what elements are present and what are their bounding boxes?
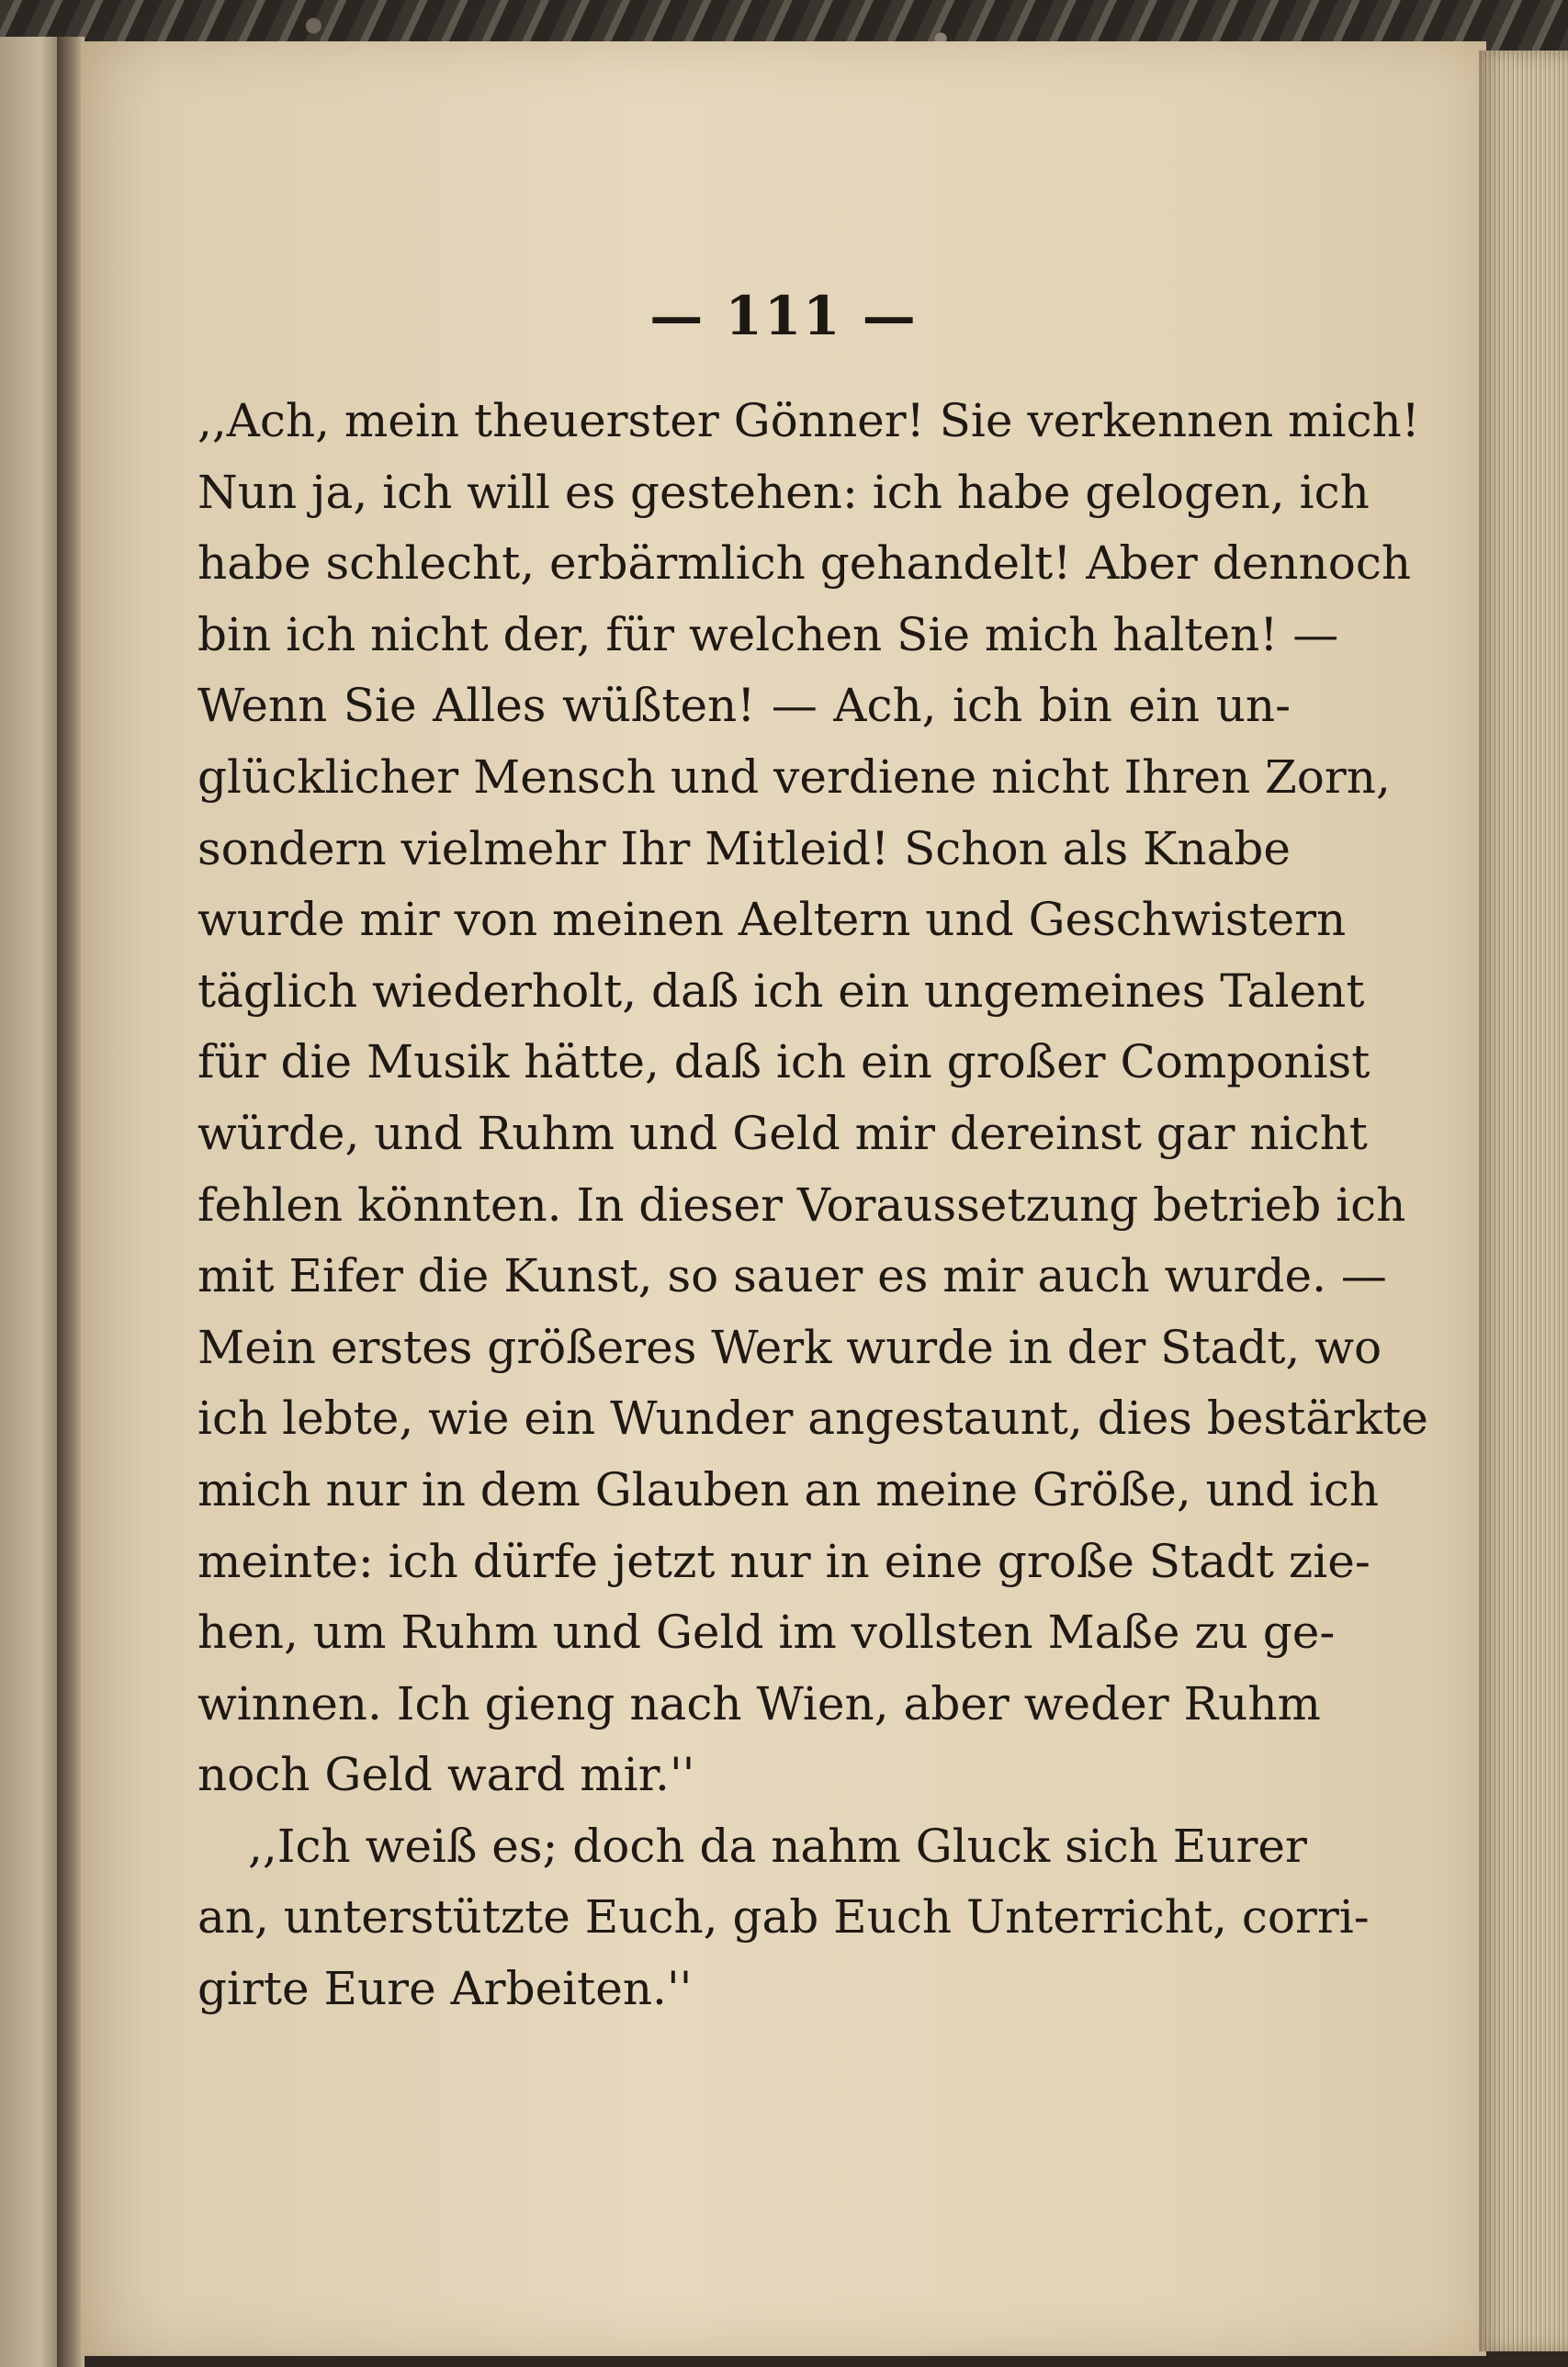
text-line: meinte: ich dürfe jetzt nur in eine große Stadt zie- — [197, 1534, 1371, 1588]
text-line: Nun ja, ich will es gestehen: ich habe gelogen, ich — [197, 465, 1370, 519]
text-line: ,,Ich weiß es; doch da nahm Gluck sich Eurer — [248, 1819, 1307, 1873]
text-line: mich nur in dem Glauben an meine Größe, und ich — [197, 1462, 1380, 1516]
text-line: noch Geld ward mir.'' — [197, 1748, 695, 1802]
page-stack-edges — [1479, 51, 1568, 2351]
text-line: wurde mir von meinen Aeltern und Geschwistern — [197, 893, 1347, 947]
text-line: winnen. Ich gieng nach Wien, aber weder Ruhm — [197, 1676, 1321, 1730]
text-line: girte Eure Arbeiten.'' — [197, 1962, 693, 2016]
text-line: sondern vielmehr Ihr Mitleid! Schon als Knabe — [197, 821, 1291, 875]
text-line: bin ich nicht der, für welchen Sie mich halten! — — [197, 607, 1339, 661]
text-line: ,,Ach, mein theuerster Gönner! Sie verkennen mich! — [197, 394, 1420, 447]
text-line: ich lebte, wie ein Wunder angestaunt, dies bestärkte — [197, 1392, 1428, 1446]
text-line: habe schlecht, erbärmlich gehandelt! Aber dennoch — [197, 536, 1412, 591]
text-line: täglich wiederholt, daß ich ein ungemeines Talent — [197, 964, 1365, 1018]
text-line: würde, und Ruhm und Geld mir dereinst gar nicht — [197, 1106, 1368, 1160]
text-line: an, unterstützte Euch, gab Euch Unterricht, corri- — [197, 1890, 1370, 1944]
text-line: glücklicher Mensch und verdiene nicht Ihren Zorn, — [197, 750, 1391, 804]
text-line: Mein erstes größeres Werk wurde in der Stadt, wo — [197, 1320, 1382, 1374]
text-line: für die Musik hätte, daß ich ein großer Componist — [197, 1035, 1371, 1089]
text-line: mit Eifer die Kunst, so sauer es mir auch wurde. — — [197, 1249, 1387, 1303]
text-line: hen, um Ruhm und Geld im vollsten Maße zu ge- — [197, 1606, 1336, 1660]
body-text — [197, 386, 1428, 2025]
text-line: fehlen könnten. In dieser Voraussetzung betrieb ich — [197, 1178, 1406, 1232]
page-number: — 111 — — [649, 285, 918, 347]
text-line: Wenn Sie Alles wüßten! — Ach, ich bin ein un- — [197, 679, 1291, 733]
